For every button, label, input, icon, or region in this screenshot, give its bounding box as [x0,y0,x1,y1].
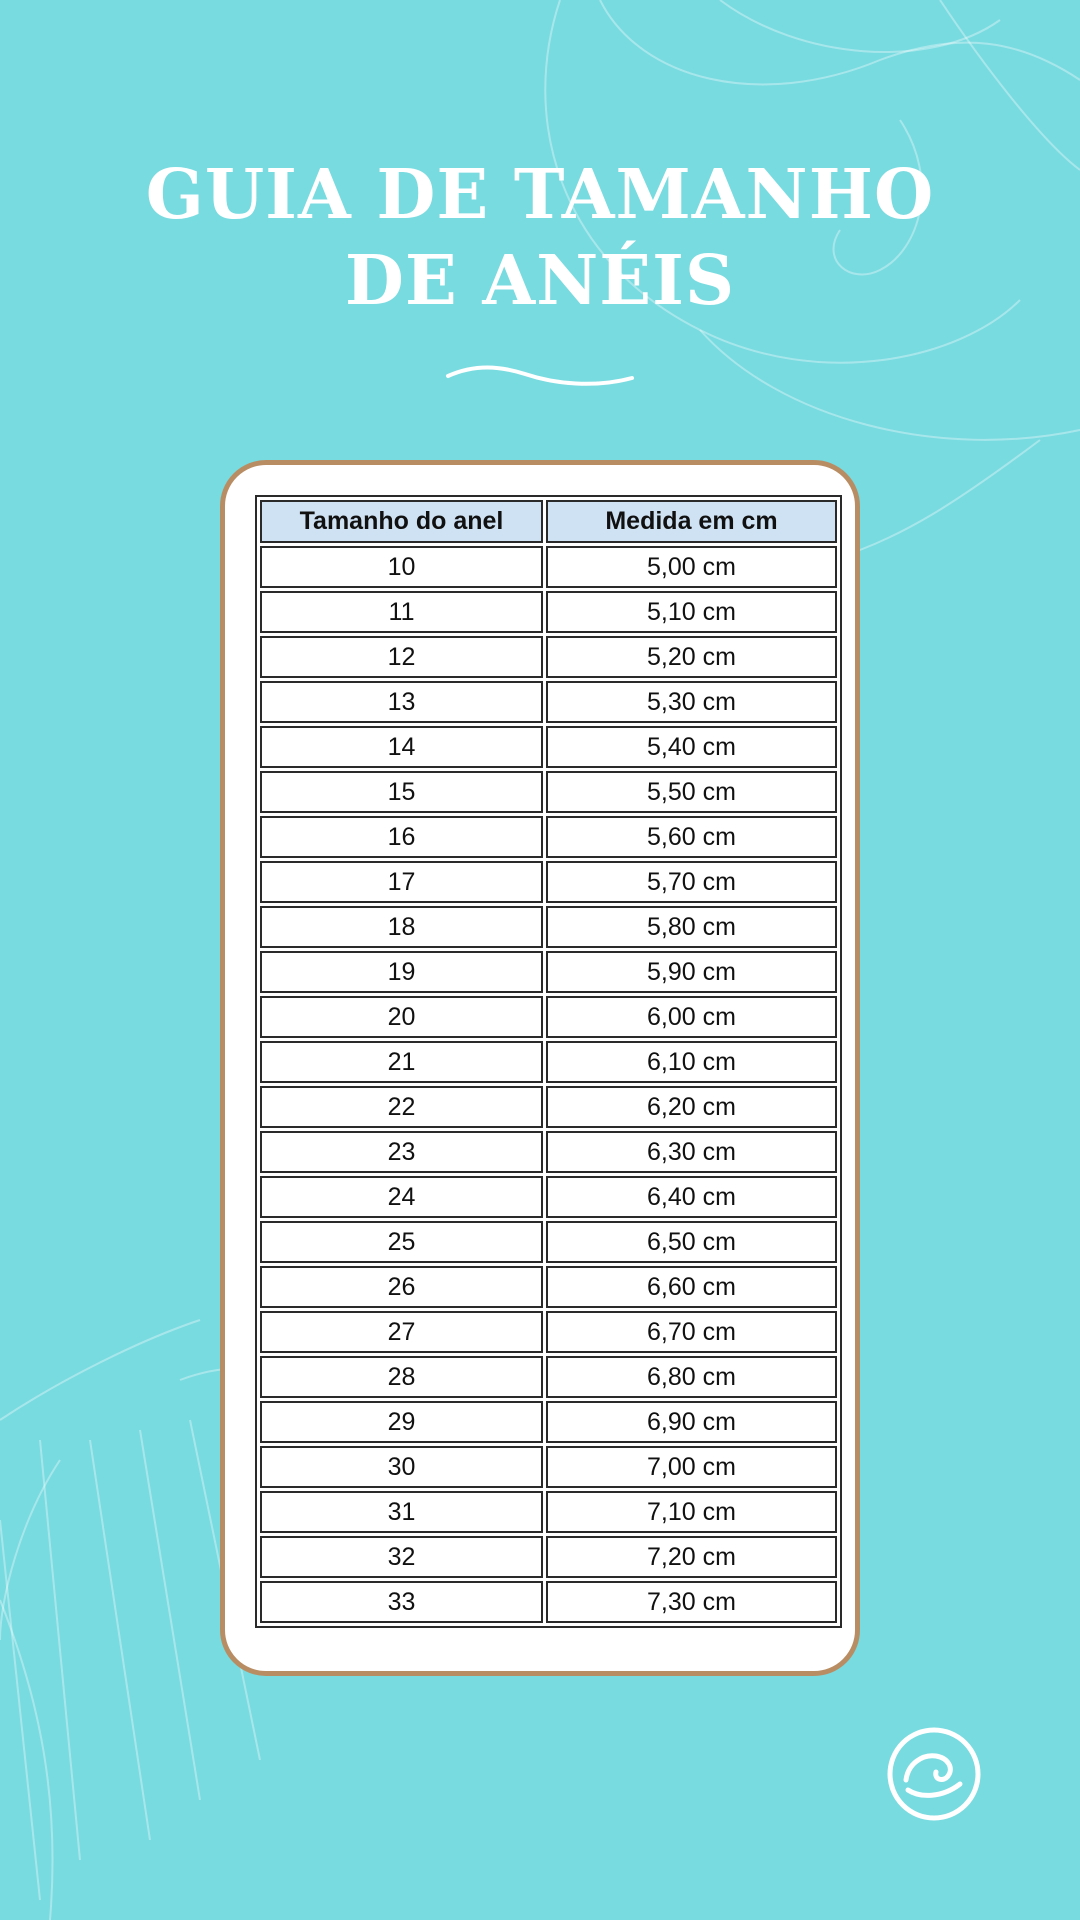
table-row [260,1581,837,1623]
measure-cm-cell: 7,00 cm [546,1446,837,1488]
measure-cm-cell: 6,00 cm [546,996,837,1038]
ring-size-cell: 26 [260,1266,543,1308]
measure-cm-cell: 6,60 cm [546,1266,837,1308]
measure-cm-cell: 7,20 cm [546,1536,837,1578]
table-row [260,546,837,588]
measure-cm-cell: 5,10 cm [546,591,837,633]
table-row [260,951,837,993]
ring-size-cell: 14 [260,726,543,768]
measure-cm-cell: 6,90 cm [546,1401,837,1443]
table-row [260,1401,837,1443]
table-row [260,816,837,858]
table-row [260,636,837,678]
table-header-row [260,500,837,543]
ring-size-cell: 32 [260,1536,543,1578]
measure-cm-cell: 5,70 cm [546,861,837,903]
ring-size-cell: 24 [260,1176,543,1218]
table-row [260,1221,837,1263]
measure-cm-cell: 5,80 cm [546,906,837,948]
page-title [0,152,1080,324]
table-row [260,1176,837,1218]
measure-cm-cell: 5,00 cm [546,546,837,588]
table-row [260,1086,837,1128]
ring-size-cell: 20 [260,996,543,1038]
ring-size-cell: 12 [260,636,543,678]
ring-size-table [255,495,842,1628]
ring-size-cell: 11 [260,591,543,633]
ring-size-cell: 19 [260,951,543,993]
measure-cm-cell: 5,60 cm [546,816,837,858]
measure-cm-cell: 6,30 cm [546,1131,837,1173]
table-row [260,1311,837,1353]
table-row [260,771,837,813]
ring-size-cell: 16 [260,816,543,858]
table-row [260,996,837,1038]
measure-cm-cell: 7,30 cm [546,1581,837,1623]
ring-size-cell: 25 [260,1221,543,1263]
header-measure-cm: Medida em cm [546,500,837,543]
measure-cm-cell: 7,10 cm [546,1491,837,1533]
wave-circle-logo-icon [886,1726,982,1822]
ring-size-cell: 33 [260,1581,543,1623]
measure-cm-cell: 6,80 cm [546,1356,837,1398]
ring-size-cell: 22 [260,1086,543,1128]
table-row [260,1446,837,1488]
ring-size-cell: 13 [260,681,543,723]
table-row [260,861,837,903]
measure-cm-cell: 5,20 cm [546,636,837,678]
ring-size-cell: 30 [260,1446,543,1488]
table-body [260,546,837,1623]
title-line-2: DE ANÉIS [344,241,736,321]
ring-size-cell: 17 [260,861,543,903]
ring-size-cell: 10 [260,546,543,588]
measure-cm-cell: 5,40 cm [546,726,837,768]
measure-cm-cell: 6,50 cm [546,1221,837,1263]
ring-size-cell: 21 [260,1041,543,1083]
table-row [260,1131,837,1173]
header-ring-size: Tamanho do anel [260,500,543,543]
table-row [260,906,837,948]
table-row [260,1041,837,1083]
table-row [260,1491,837,1533]
ring-size-cell: 29 [260,1401,543,1443]
ring-size-cell: 18 [260,906,543,948]
measure-cm-cell: 5,50 cm [546,771,837,813]
measure-cm-cell: 5,90 cm [546,951,837,993]
ring-size-cell: 23 [260,1131,543,1173]
ring-size-cell: 28 [260,1356,543,1398]
measure-cm-cell: 6,10 cm [546,1041,837,1083]
measure-cm-cell: 6,40 cm [546,1176,837,1218]
ring-size-cell: 27 [260,1311,543,1353]
table-row [260,1356,837,1398]
wave-divider-icon [445,362,635,392]
measure-cm-cell: 6,70 cm [546,1311,837,1353]
ring-size-cell: 15 [260,771,543,813]
table-row [260,726,837,768]
table-row [260,1266,837,1308]
measure-cm-cell: 6,20 cm [546,1086,837,1128]
size-chart-card [220,460,860,1676]
table-row [260,591,837,633]
title-line-1: GUIA DE TAMANHO [145,155,935,235]
table-row [260,1536,837,1578]
ring-size-cell: 31 [260,1491,543,1533]
measure-cm-cell: 5,30 cm [546,681,837,723]
table-row [260,681,837,723]
